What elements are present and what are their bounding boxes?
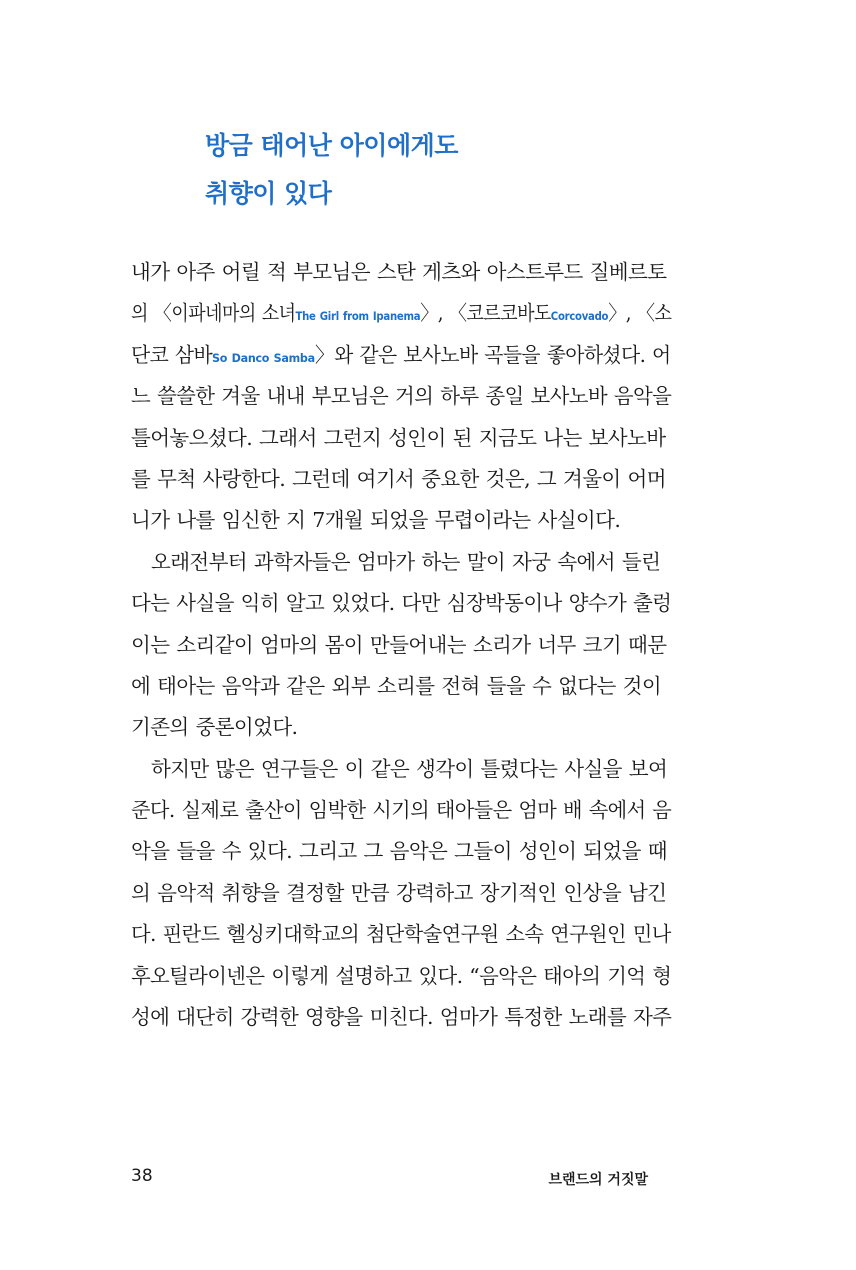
body-line: 의 음악적 취향을 결정할 만큼 강력하고 장기적인 인상을 남긴 <box>131 880 667 905</box>
body-line: 하지만 많은 연구들은 이 같은 생각이 틀렸다는 사실을 보여 <box>151 756 668 781</box>
body-line: 오래전부터 과학자들은 엄마가 하는 말이 자궁 속에서 들린 <box>151 549 661 574</box>
heading-line-2: 취향이 있다 <box>205 179 332 208</box>
body-line: 악을 들을 수 있다. 그리고 그 음악은 그들이 성인이 되었을 때 <box>131 839 667 864</box>
body-text-run: 의 〈이파네마의 소녀 <box>131 301 296 326</box>
body-text-run: 〉와 같은 보사노바 곡들을 좋아하셨다. 어 <box>314 342 671 367</box>
body-line: 내가 아주 어릴 적 부모님은 스탄 게츠와 아스트루드 질베르토 <box>131 260 667 284</box>
body-line: 틀어놓으셨다. 그래서 그런지 성인이 된 지금도 나는 보사노바 <box>131 425 666 450</box>
english-title: Corcovado <box>550 309 609 324</box>
heading-line-1: 방금 태어난 아이에게도 <box>205 131 458 160</box>
body-line: 다. 핀란드 헬싱키대학교의 첨단학술연구원 소속 연구원인 민나 <box>131 922 671 947</box>
page-number: 38 <box>131 1166 153 1186</box>
body-line: 를 무척 사랑한다. 그런데 여기서 중요한 것은, 그 겨울이 어머 <box>131 466 666 491</box>
body-text-run: 〉, 〈코르코바도 <box>420 301 551 326</box>
body-line: 다는 사실을 익히 알고 있었다. 다만 심장박동이나 양수가 출렁 <box>131 591 672 616</box>
body-line: 이는 소리같이 엄마의 몸이 만들어내는 소리가 너무 크기 때문 <box>131 632 667 657</box>
english-title: So Danco Samba <box>212 350 315 365</box>
book-title: 브랜드의 거짓말 <box>548 1172 648 1188</box>
body-line: 에 태아는 음악과 같은 외부 소리를 전혀 들을 수 없다는 것이 <box>131 673 662 698</box>
body-line: 후오틸라이넨은 이렇게 설명하고 있다. “음악은 태아의 기억 형 <box>131 963 672 988</box>
body-text-run: 단코 삼바 <box>131 342 213 367</box>
body-line: 기존의 중론이었다. <box>131 715 298 740</box>
body-text <box>131 252 671 1038</box>
body-text-run: 〉, 〈소 <box>608 301 672 326</box>
body-line: 성에 대단히 강력한 영향을 미친다. 엄마가 특정한 노래를 자주 <box>131 1005 672 1030</box>
body-line <box>131 335 671 376</box>
body-line: 느 쓸쓸한 겨울 내내 부모님은 거의 하루 종일 보사노바 음악을 <box>131 384 672 409</box>
body-line: 준다. 실제로 출산이 임박한 시기의 태아들은 엄마 배 속에서 음 <box>131 798 672 823</box>
english-title: The Girl from Ipanema <box>295 309 421 324</box>
section-heading <box>205 122 458 218</box>
body-line: 니가 나를 임신한 지 7개월 되었을 무렵이라는 사실이다. <box>131 508 621 533</box>
body-line <box>131 293 672 334</box>
